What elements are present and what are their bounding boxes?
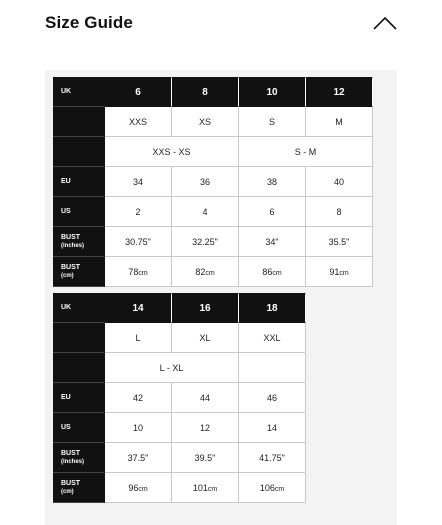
bust-cm-value: 86 <box>262 266 273 277</box>
bust-inches: 35.5" <box>306 227 373 257</box>
us-size: 8 <box>306 197 373 227</box>
us-size: 14 <box>239 413 306 443</box>
bust-label: BUST <box>61 233 81 241</box>
size-group: XXS - XS <box>105 137 239 167</box>
us-size: 10 <box>105 413 172 443</box>
letter-size-row <box>53 107 373 137</box>
row-label-blank <box>53 353 105 383</box>
size-table-2 <box>53 293 306 503</box>
uk-size: 6 <box>105 77 172 107</box>
row-label-us: US <box>53 197 105 227</box>
bust-label: BUST <box>61 449 81 457</box>
row-label-bust-inches <box>53 227 105 257</box>
size-group: S - M <box>239 137 373 167</box>
bust-unit-label: (cm) <box>61 488 74 495</box>
eu-size: 34 <box>105 167 172 197</box>
bust-inches: 41.75" <box>239 443 306 473</box>
bust-cm <box>239 257 306 287</box>
bust-cm-value: 82 <box>195 266 206 277</box>
uk-size: 16 <box>172 293 239 323</box>
bust-label: BUST <box>61 479 81 487</box>
letter-size: S <box>239 107 306 137</box>
bust-cm <box>239 473 306 503</box>
bust-inches: 34" <box>239 227 306 257</box>
row-label-blank <box>53 137 105 167</box>
row-label-eu: EU <box>53 167 105 197</box>
uk-size: 10 <box>239 77 306 107</box>
bust-inches-row <box>53 227 373 257</box>
letter-size: XS <box>172 107 239 137</box>
letter-size: L <box>105 323 172 353</box>
row-label-bust-inches <box>53 443 105 473</box>
eu-size: 38 <box>239 167 306 197</box>
letter-size: M <box>306 107 373 137</box>
letter-size: XXL <box>239 323 306 353</box>
bust-cm <box>306 257 373 287</box>
cm-unit: cm <box>138 485 148 493</box>
row-label-bust-cm <box>53 473 105 503</box>
bust-cm-value: 106 <box>259 482 275 493</box>
size-group-row <box>53 353 306 383</box>
us-row <box>53 197 373 227</box>
uk-row <box>53 77 373 107</box>
uk-row <box>53 293 306 323</box>
page-title: Size Guide <box>45 13 133 32</box>
row-label-uk: UK <box>53 293 105 323</box>
row-label-eu: EU <box>53 383 105 413</box>
bust-cm <box>172 257 239 287</box>
eu-size: 36 <box>172 167 239 197</box>
bust-cm-value: 78 <box>128 266 139 277</box>
uk-size: 14 <box>105 293 172 323</box>
size-group: L - XL <box>105 353 239 383</box>
collapse-button[interactable] <box>371 14 399 32</box>
bust-label: BUST <box>61 263 81 271</box>
row-label-us: US <box>53 413 105 443</box>
cm-unit: cm <box>207 485 218 493</box>
row-label-blank <box>53 323 105 353</box>
us-size: 2 <box>105 197 172 227</box>
bust-cm <box>172 473 239 503</box>
eu-size: 46 <box>239 383 306 413</box>
cm-unit: cm <box>339 269 349 277</box>
row-label-uk: UK <box>53 77 105 107</box>
bust-unit-label: (inches) <box>61 242 85 249</box>
uk-size: 18 <box>239 293 306 323</box>
bust-cm-value: 91 <box>329 266 340 277</box>
bust-inches: 30.75" <box>105 227 172 257</box>
uk-size: 12 <box>306 77 373 107</box>
cm-unit: cm <box>274 485 285 493</box>
empty-cell <box>239 353 306 383</box>
bust-unit-label: (cm) <box>61 272 74 279</box>
bust-inches: 37.5" <box>105 443 172 473</box>
bust-cm-value: 101 <box>192 482 208 493</box>
eu-size: 42 <box>105 383 172 413</box>
bust-inches: 32.25" <box>172 227 239 257</box>
bust-inches-row <box>53 443 306 473</box>
us-size: 4 <box>172 197 239 227</box>
chevron-up-icon <box>371 14 399 32</box>
row-label-blank <box>53 107 105 137</box>
letter-size: XL <box>172 323 239 353</box>
cm-unit: cm <box>205 269 215 277</box>
bust-inches: 39.5" <box>172 443 239 473</box>
letter-size: XXS <box>105 107 172 137</box>
bust-unit-label: (inches) <box>61 458 85 465</box>
eu-row <box>53 167 373 197</box>
us-row <box>53 413 306 443</box>
eu-size: 40 <box>306 167 373 197</box>
row-label-bust-cm <box>53 257 105 287</box>
bust-cm-value: 96 <box>128 482 139 493</box>
size-group-row <box>53 137 373 167</box>
eu-size: 44 <box>172 383 239 413</box>
cm-unit: cm <box>272 269 282 277</box>
us-size: 6 <box>239 197 306 227</box>
letter-size-row <box>53 323 306 353</box>
eu-row <box>53 383 306 413</box>
bust-cm-row <box>53 257 373 287</box>
uk-size: 8 <box>172 77 239 107</box>
bust-cm <box>105 473 172 503</box>
bust-cm-row <box>53 473 306 503</box>
size-table-1 <box>53 77 373 287</box>
cm-unit: cm <box>138 269 148 277</box>
us-size: 12 <box>172 413 239 443</box>
size-guide-header[interactable] <box>0 0 442 52</box>
bust-cm <box>105 257 172 287</box>
